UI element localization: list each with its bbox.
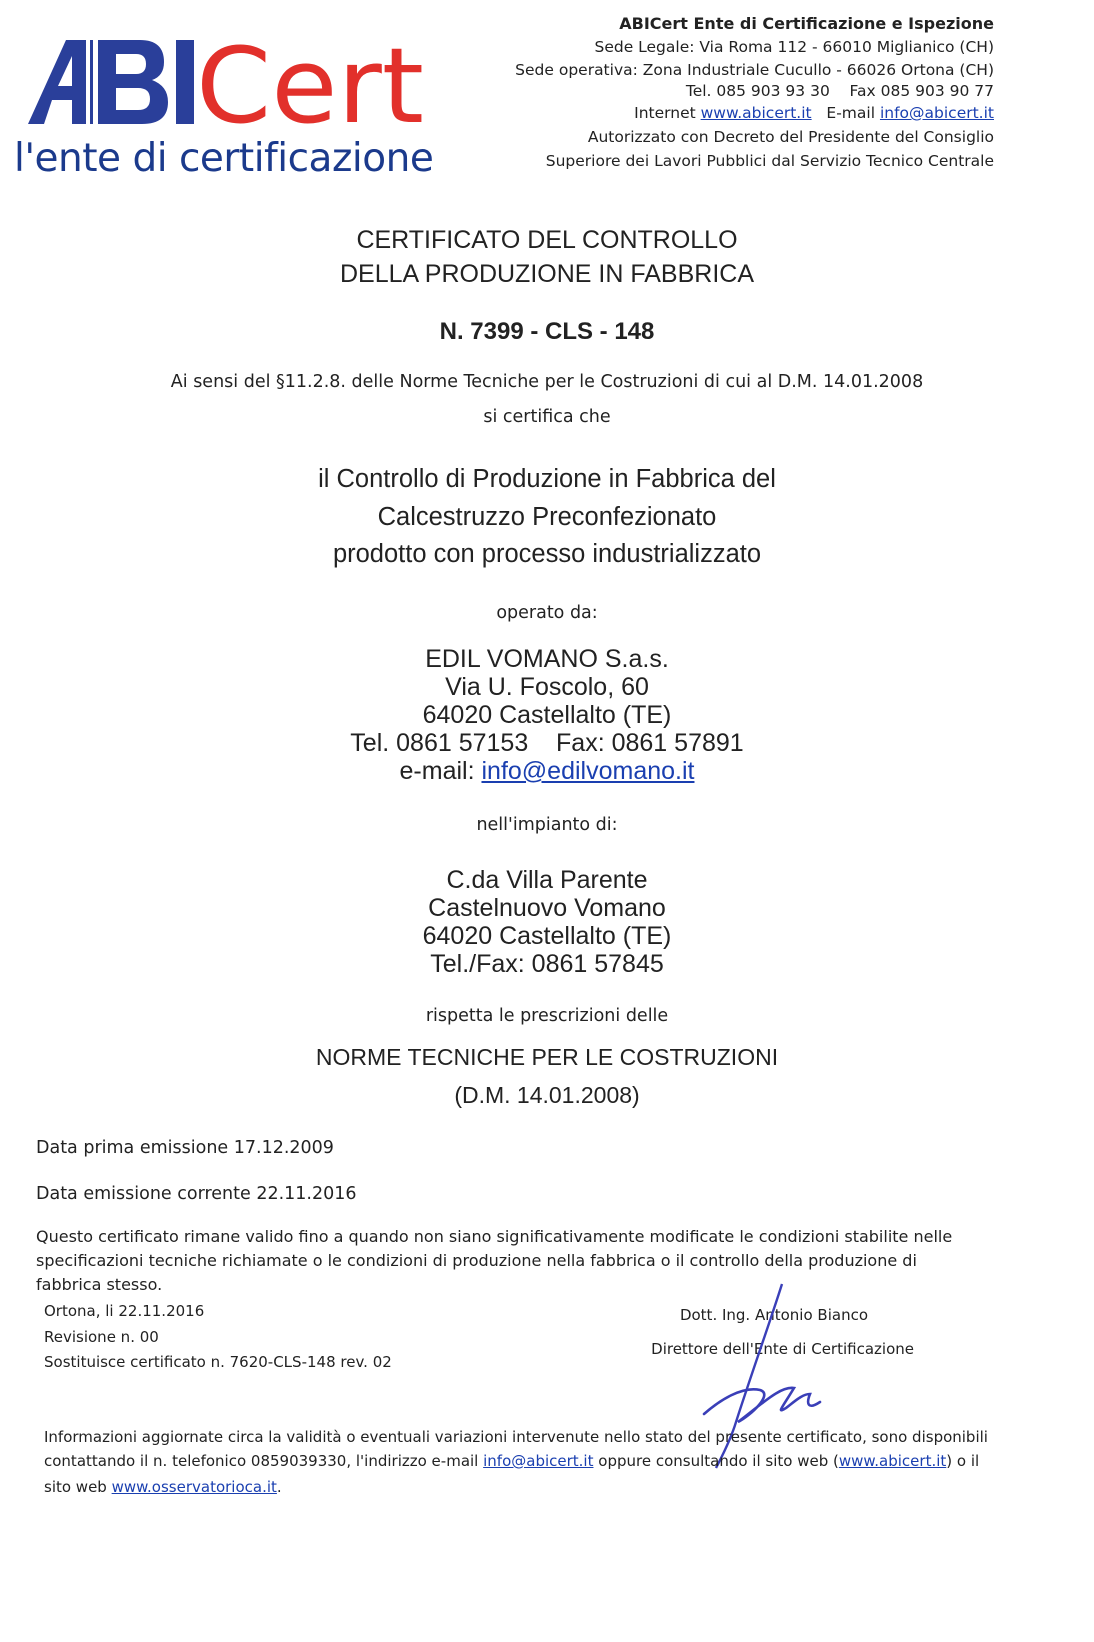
- certificate-title-2: DELLA PRODUZIONE IN FABBRICA: [340, 260, 754, 288]
- subject-line-3: prodotto con processo industrializzato: [332, 540, 762, 568]
- first-issue-date: Data prima emissione 17.12.2009: [36, 1138, 334, 1158]
- footer-text: contattando il n. telefonico 0859039330, l'indirizzo e-mail: [44, 1452, 479, 1470]
- abicert-logo: [28, 32, 428, 132]
- company-email-link[interactable]: info@edilvomano.it: [481, 757, 695, 785]
- validity-line-2: specificazioni tecniche richiamate o le condizioni di produzione nella fabbrica o il controllo della produzione di: [36, 1251, 917, 1270]
- internet-label: Internet: [634, 104, 696, 122]
- footer-line-2: [44, 1452, 979, 1470]
- norm-title: NORME TECNICHE PER LE COSTRUZIONI: [315, 1044, 779, 1070]
- footer-text: sito web: [44, 1478, 107, 1496]
- legal-reference: Ai sensi del §11.2.8. delle Norme Tecniche per le Costruzioni di cui al D.M. 14.01.2008: [170, 372, 924, 392]
- authorization-line-1: Autorizzato con Decreto del Presidente del Consiglio: [587, 128, 994, 146]
- footer-line-3: [44, 1478, 282, 1496]
- signatory-role: Direttore dell'Ente di Certificazione: [651, 1340, 914, 1358]
- plant-line-4: Tel./Fax: 0861 57845: [430, 950, 664, 978]
- footer-observatory-link[interactable]: www.osservatorioca.it: [111, 1478, 277, 1496]
- footer-text: .: [276, 1478, 282, 1496]
- operated-by-label: operato da:: [496, 603, 598, 623]
- sede-operativa: Sede operativa: Zona Industriale Cucullo - 66026 Ortona (CH): [515, 61, 994, 79]
- org-name: ABICert Ente di Certificazione e Ispezione: [619, 14, 994, 33]
- svg-text:Cert: Cert: [196, 32, 424, 132]
- email-label: E-mail: [826, 104, 876, 122]
- internet-email-row: [634, 104, 994, 122]
- validity-line-3: fabbrica stesso.: [36, 1275, 163, 1294]
- footer-website-link[interactable]: www.abicert.it: [838, 1452, 947, 1470]
- website-link[interactable]: www.abicert.it: [700, 104, 812, 122]
- validity-line-1: Questo certificato rimane valido fino a quando non siano significativamente modificate le condizioni stabilite nelle: [36, 1227, 953, 1246]
- tel-fax: Tel. 085 903 93 30 Fax 085 903 90 77: [685, 82, 994, 100]
- logo-tagline: l'ente di certificazione: [14, 136, 434, 181]
- footer-text: oppure consultando il sito web (: [598, 1452, 839, 1470]
- sede-legale: Sede Legale: Via Roma 112 - 66010 Miglianico (CH): [594, 38, 994, 56]
- plant-label: nell'impianto di:: [476, 815, 618, 835]
- footer-text: ) o il: [946, 1452, 980, 1470]
- company-email-row: [0, 757, 1094, 786]
- certificate-title-1: CERTIFICATO DEL CONTROLLO: [356, 226, 738, 254]
- compliance-label: rispetta le prescrizioni delle: [425, 1006, 669, 1026]
- subject-line-1: il Controllo di Produzione in Fabbrica del: [318, 465, 776, 493]
- certifies-text: si certifica che: [483, 407, 611, 427]
- company-fax: Fax: 0861 57891: [556, 729, 744, 757]
- company-phone-row: [0, 729, 1094, 758]
- plant-line-3: 64020 Castellalto (TE): [422, 922, 672, 950]
- company-city: 64020 Castellalto (TE): [422, 701, 672, 729]
- place-date: Ortona, li 22.11.2016: [44, 1302, 205, 1320]
- revision: Revisione n. 00: [44, 1328, 159, 1346]
- plant-line-1: C.da Villa Parente: [446, 866, 648, 894]
- subject-line-2: Calcestruzzo Preconfezionato: [377, 503, 717, 531]
- company-tel: Tel. 0861 57153: [350, 729, 529, 757]
- current-issue-date: Data emissione corrente 22.11.2016: [36, 1184, 357, 1204]
- company-email-label: e-mail:: [399, 757, 475, 785]
- authorization-line-2: Superiore dei Lavori Pubblici dal Servizio Tecnico Centrale: [545, 152, 994, 170]
- footer-line-1: Informazioni aggiornate circa la validità o eventuali variazioni intervenute nello stato del presente certificato, sono disponibili: [44, 1428, 988, 1446]
- decree-ref: (D.M. 14.01.2008): [454, 1082, 640, 1108]
- signatory-name: Dott. Ing. Antonio Bianco: [679, 1306, 868, 1324]
- company-name: EDIL VOMANO S.a.s.: [425, 645, 669, 673]
- plant-line-2: Castelnuovo Vomano: [428, 894, 666, 922]
- company-street: Via U. Foscolo, 60: [445, 673, 649, 701]
- certificate-number: N. 7399 - CLS - 148: [439, 318, 655, 345]
- footer-email-link[interactable]: info@abicert.it: [483, 1452, 594, 1470]
- replaces-certificate: Sostituisce certificato n. 7620-CLS-148 rev. 02: [44, 1353, 392, 1371]
- email-link[interactable]: info@abicert.it: [879, 104, 994, 122]
